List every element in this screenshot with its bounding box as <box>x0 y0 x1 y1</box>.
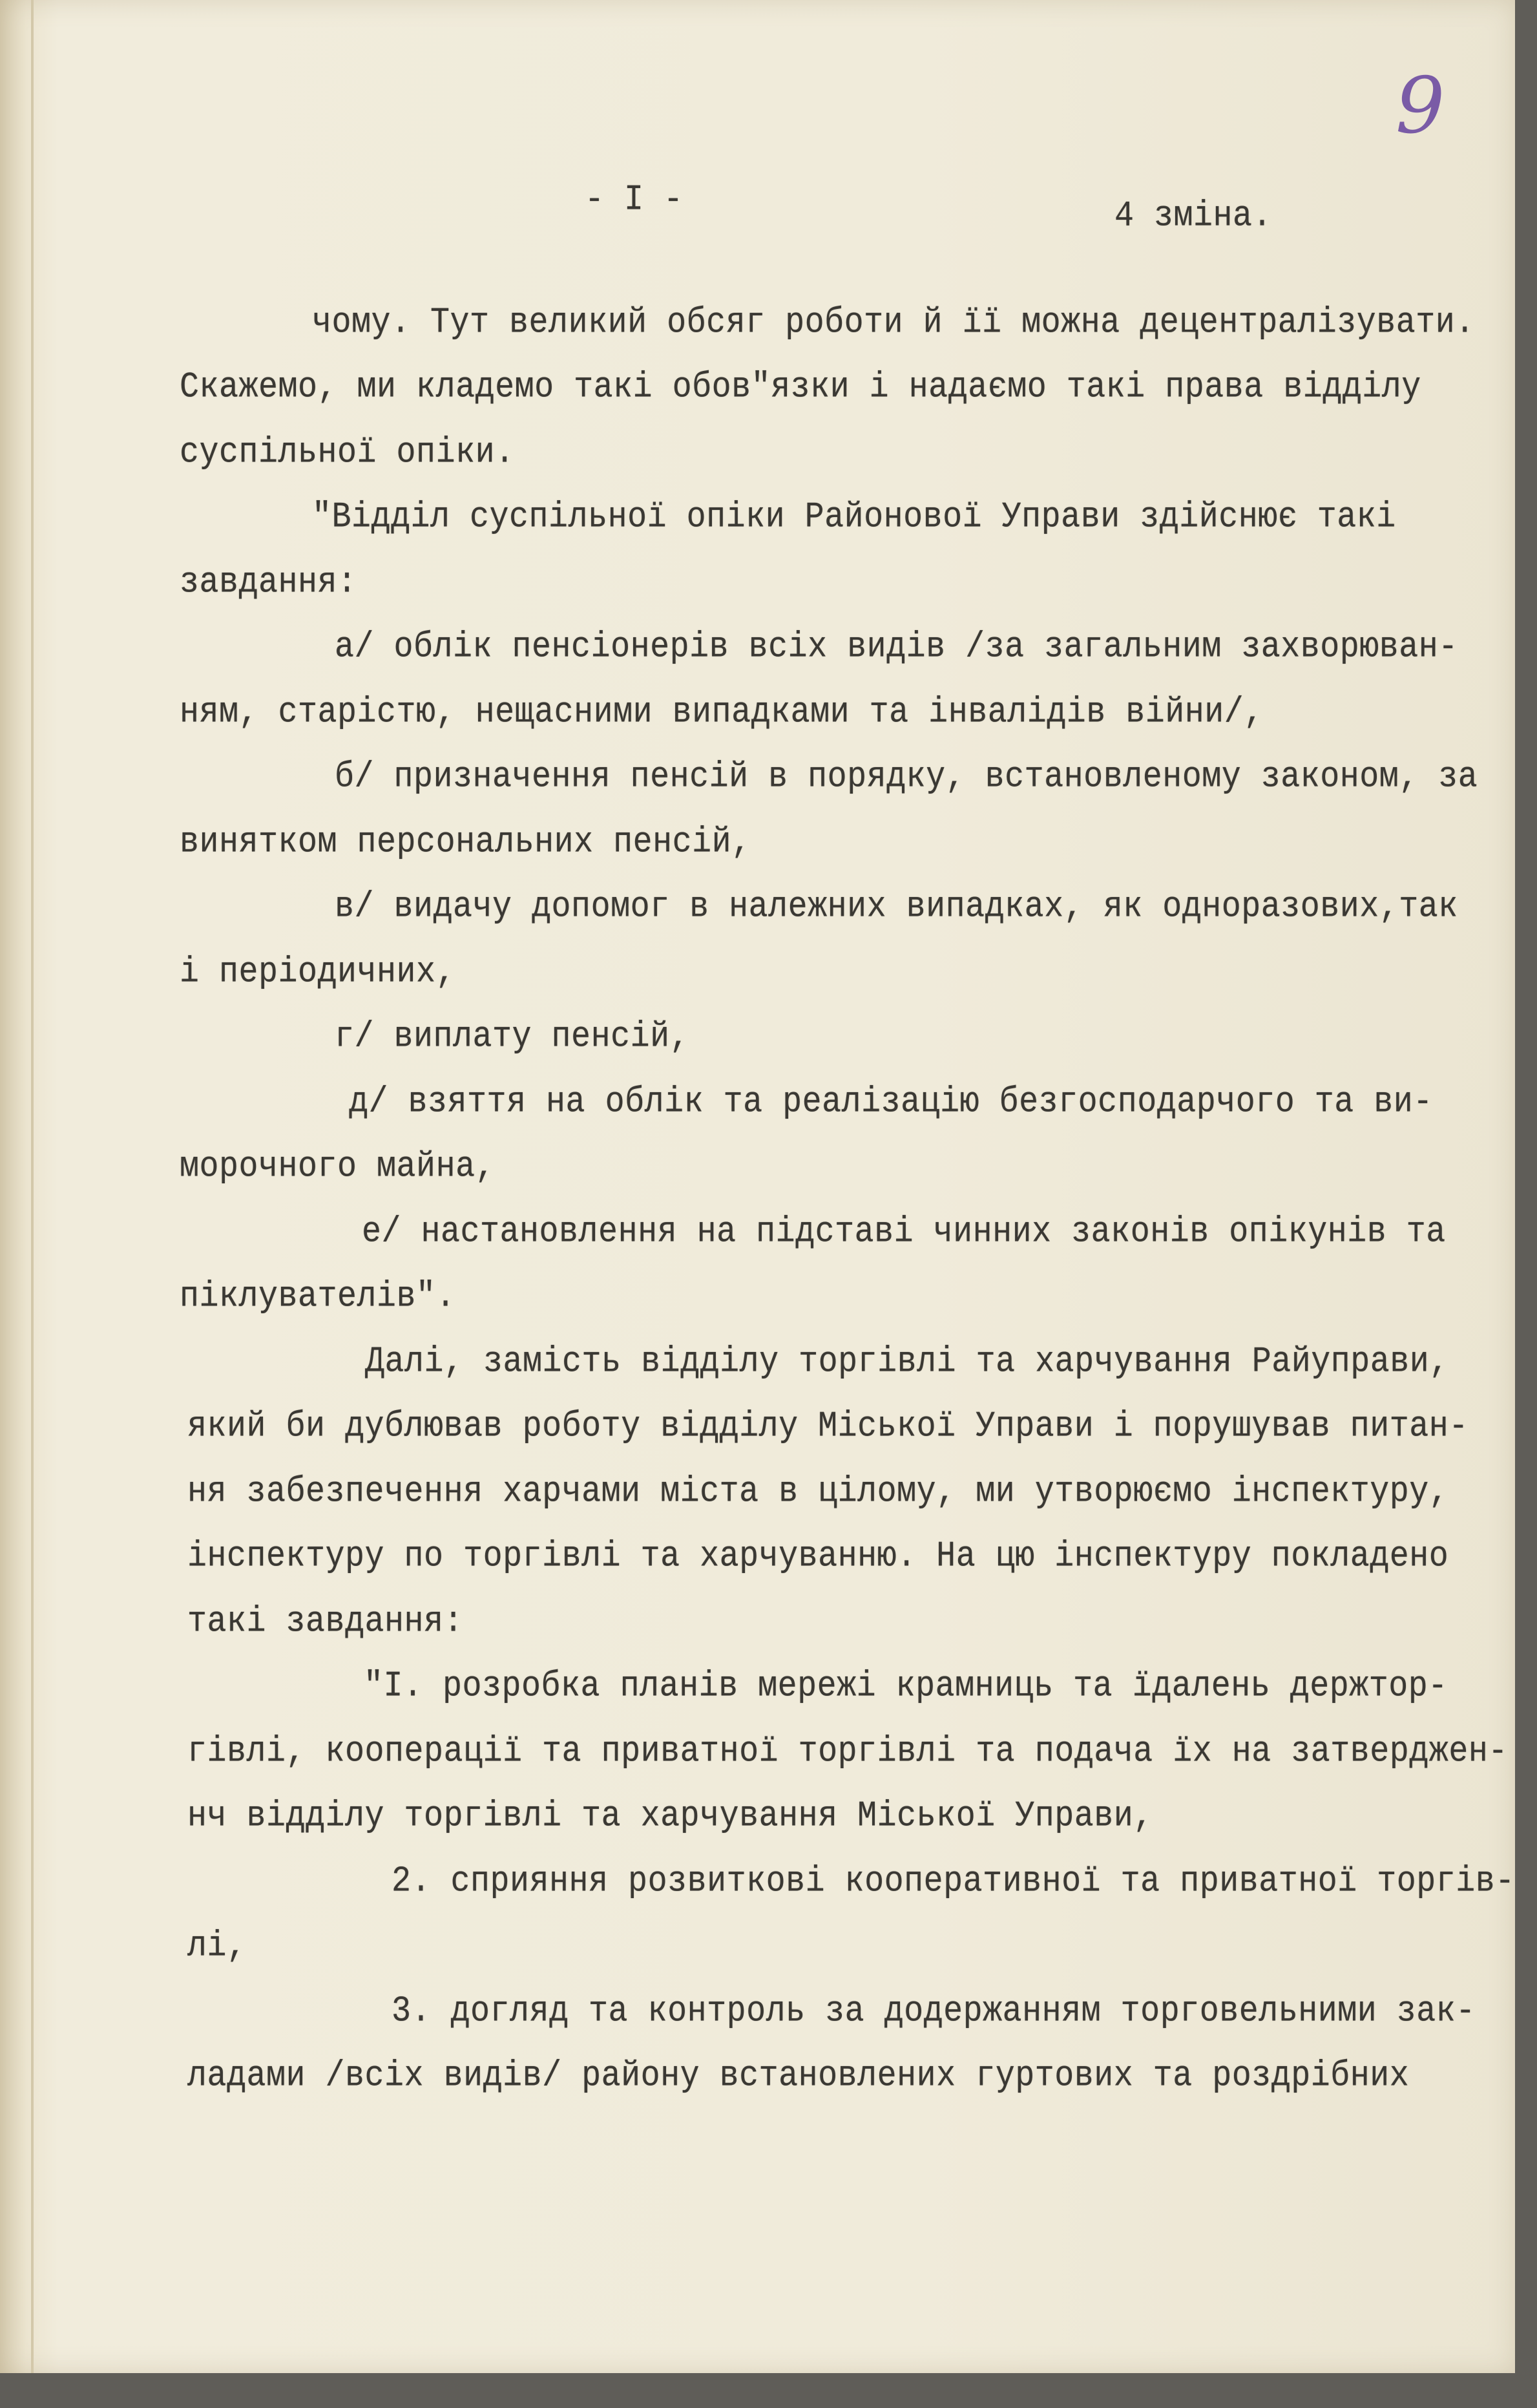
list-item: г/ виплату пенсій, <box>335 1016 690 1058</box>
list-item: а/ облік пенсіонерів всіх видів /за загальним захворюван- <box>335 626 1458 668</box>
text-line: завдання: <box>180 562 357 604</box>
list-item: "I. розробка планів мережі крамниць та їдалень держтор- <box>364 1665 1448 1707</box>
list-item: 2. сприяння розвиткові кооперативної та приватної торгів- <box>392 1861 1515 1903</box>
text-line: гівлі, кооперації та приватної торгівлі та подача їх на затверджен- <box>187 1731 1508 1773</box>
text-line: винятком персональних пенсій, <box>180 821 751 863</box>
text-line: лі, <box>187 1925 247 1967</box>
text-line: такі завдання: <box>187 1601 464 1643</box>
text-line: нч відділу торгівлі та харчування Міської Управи, <box>187 1795 1153 1837</box>
text-line: "Відділ суспільної опіки Районової Управи здійснює такі <box>312 496 1396 538</box>
text-line: суспільної опіки. <box>180 432 515 474</box>
text-line: морочного майна, <box>180 1146 496 1188</box>
shift-label: 4 зміна. <box>1114 195 1273 237</box>
handwritten-page-number: 9 <box>1396 61 1445 151</box>
page-marker: - I - <box>585 179 684 221</box>
text-line: чому. Тут великий обсяг роботи й її можна децентралізувати. <box>312 302 1475 344</box>
text-line: піклувателів". <box>180 1276 456 1318</box>
list-item: б/ призначення пенсій в порядку, встановленому законом, за <box>335 756 1478 798</box>
list-item: д/ взяття на облік та реалізацію безгосподарчого та ви- <box>349 1081 1433 1123</box>
text-line: Скажемо, ми кладемо такі обов"язки і надаємо такі права відділу <box>180 366 1421 408</box>
list-item: е/ настановлення на підставі чинних законів опікунів та <box>362 1211 1446 1253</box>
text-line: ня забезпечення харчами міста в цілому, ми утворюємо інспектуру, <box>187 1471 1449 1513</box>
text-line: і періодичних, <box>180 951 456 993</box>
text-line: ням, старістю, нещасними випадками та інвалідів війни/, <box>180 692 1264 734</box>
text-line: Далі, замість відділу торгівлі та харчування Райуправи, <box>365 1341 1449 1383</box>
text-line: ладами /всіх видів/ району встановлених гуртових та роздрібних <box>187 2055 1410 2097</box>
list-item: в/ видачу допомог в належних випадках, як одноразових,так <box>335 886 1458 928</box>
page-edge <box>31 0 34 2373</box>
text-line: інспектуру по торгівлі та харчуванню. На цю інспектуру покладено <box>187 1536 1449 1578</box>
text-line: який би дублював роботу відділу Міської Управи і порушував питан- <box>187 1406 1469 1448</box>
list-item: 3. догляд та контроль за додержанням торговельними зак- <box>392 1991 1476 2033</box>
